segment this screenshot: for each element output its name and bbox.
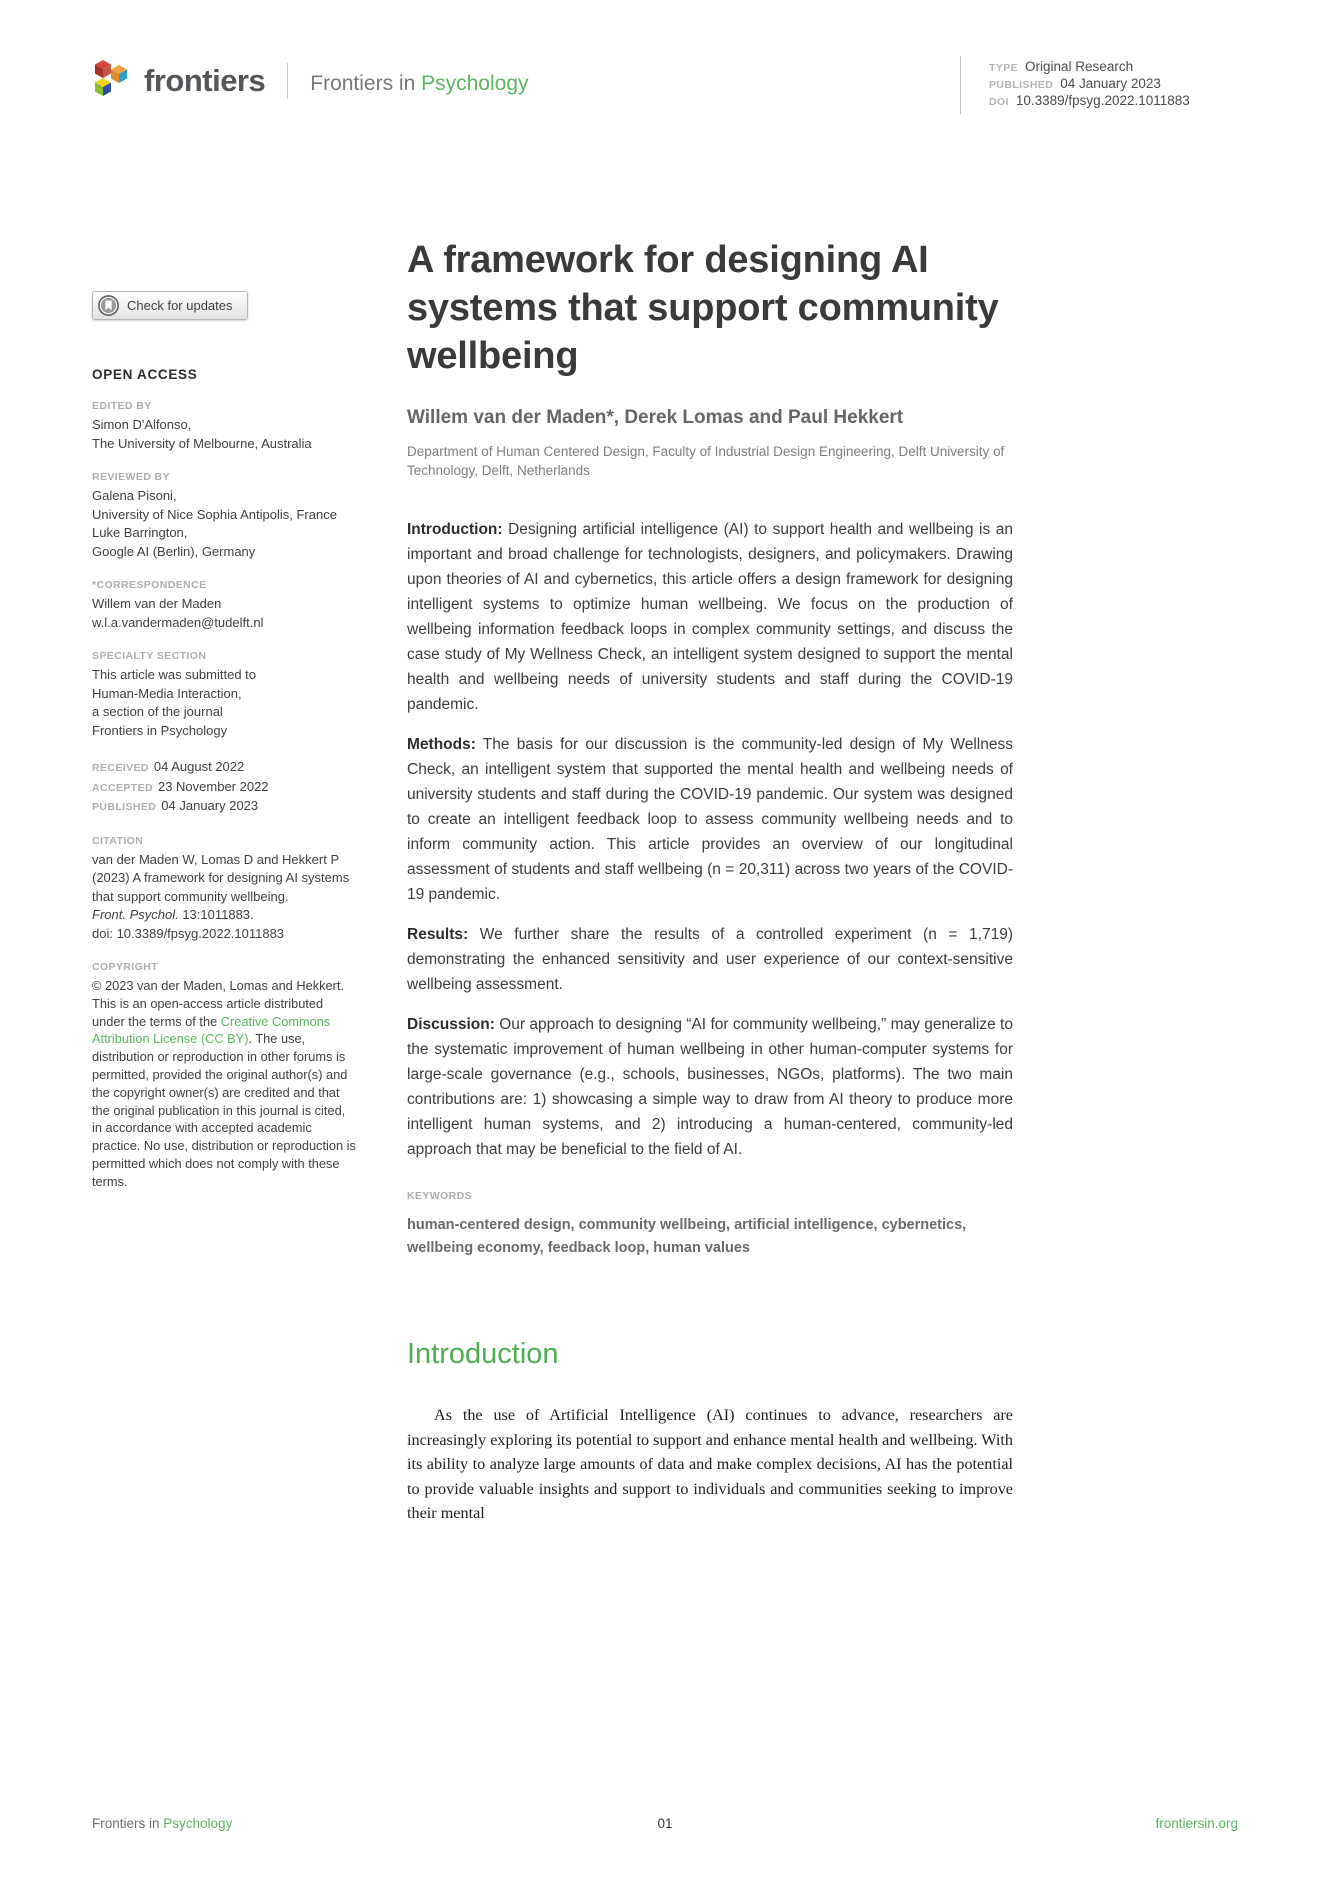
abstract-introduction — [407, 517, 1013, 717]
correspondence-name: Willem van der Maden — [92, 596, 222, 611]
introduction-paragraph: As the use of Artificial Intelligence (AI) continues to advance, researchers are increasingly exploring its potential to support and enhance mental health and wellbeing. With its ability to analyze large amounts of data and make complex decisions, AI has the potential to provide valuable insights and support to individuals and communities seeking to improve their mental — [407, 1406, 1013, 1522]
specialty-line: Human-Media Interaction, — [92, 685, 242, 701]
meta-doi-label: DOI — [989, 96, 1009, 108]
correspondence-label: *CORRESPONDENCE — [92, 579, 207, 591]
edited-by-label: EDITED BY — [92, 400, 152, 412]
citation-journal: Front. Psychol. — [92, 907, 179, 922]
specialty-section-label: SPECIALTY SECTION — [92, 650, 207, 662]
abstract-results-label: Results: — [407, 926, 469, 943]
introduction-heading: Introduction — [407, 1338, 559, 1370]
open-access-badge: OPEN ACCESS — [92, 367, 198, 382]
abstract-introduction-text: Designing artificial intelligence (AI) to support health and wellbeing is an important and broad challenge for technologists, designers, and policymakers. Drawing upon theories of AI and cybernetics, this article offers a design framework for designing intelligent systems to optimize human wellbeing. We focus on the production of wellbeing information feedback loops in complex community settings, and discuss the case study of My Wellness Check, an intelligent system designed to support the mental health and wellbeing needs of university students and staff during the COVID-19 pandemic. — [407, 521, 1013, 713]
cc-by-license-link[interactable]: Creative Commons Attribution License (CC BY) — [92, 1013, 331, 1047]
abstract-results — [407, 922, 1013, 997]
dates-block — [92, 758, 357, 817]
specialty-line: a section of the journal — [92, 704, 223, 719]
accepted-date: 23 November 2022 — [157, 778, 269, 794]
article-meta — [960, 56, 1242, 114]
frontiers-logo-icon — [92, 56, 132, 105]
reviewer-affiliation: Google AI (Berlin), Germany — [92, 543, 256, 559]
frontiersin-org-link[interactable]: frontiersin.org — [1155, 1816, 1238, 1831]
copyright-pre: © 2023 van der Maden, Lomas and Hekkert. This is an open-access article distributed under the terms of the — [92, 978, 345, 1029]
meta-type-row — [989, 59, 1242, 74]
citation-doi: doi: 10.3389/fpsyg.2022.1011883 — [92, 925, 285, 941]
reviewed-by-block — [92, 471, 357, 561]
check-updates-bookmark-icon — [98, 295, 119, 316]
meta-type-value: Original Research — [1025, 59, 1134, 74]
journal-title — [310, 65, 528, 96]
abstract-discussion — [407, 1012, 1013, 1162]
reviewer-name: Galena Pisoni, — [92, 488, 177, 503]
abstract-discussion-text: Our approach to designing “AI for community wellbeing,” may generalize to the systematic improvement of human wellbeing in other human-computer systems for large-scale governance (e.g., schools, businesses, NGOs, platforms). The two main contributions are: 1) showcasing a simple way to draw from AI theory to produce more intelligent human systems, and 2) introducing a human-centered, community-led approach that may be beneficial to the field of AI. — [407, 1016, 1013, 1158]
journal-name: Psychology — [421, 72, 529, 95]
copyright-text — [92, 977, 357, 1191]
copyright-block — [92, 961, 357, 1191]
journal-prefix: Frontiers in — [310, 72, 422, 95]
published-date: 04 January 2023 — [161, 798, 259, 813]
specialty-line: This article was submitted to — [92, 667, 257, 682]
page-header — [92, 56, 1242, 114]
keywords-label: KEYWORDS — [407, 1190, 473, 1202]
citation-block — [92, 835, 357, 944]
citation-label: CITATION — [92, 834, 144, 847]
abstract-discussion-label: Discussion: — [407, 1016, 495, 1033]
copyright-label: COPYRIGHT — [92, 961, 159, 973]
copyright-post: . The use, distribution or reproduction in other forums is permitted, provided the original author(s) and the copyright owner(s) are credited and that the original publication in this journal is cited, in accordance with accepted academic practice. No use, distribution or reproduction is permitted which does not comply with these terms. — [92, 1031, 356, 1189]
citation-volume: 13:1011883. — [178, 907, 254, 922]
footer-journal-name: Psychology — [163, 1816, 233, 1831]
edited-by-affiliation: The University of Melbourne, Australia — [92, 435, 312, 451]
accepted-label: ACCEPTED — [92, 781, 153, 794]
published-row — [92, 797, 357, 817]
meta-published-row — [989, 76, 1242, 91]
footer-journal — [92, 1816, 474, 1831]
reviewed-by-label: REVIEWED BY — [92, 471, 170, 483]
abstract-methods — [407, 732, 1013, 907]
abstract-results-text: We further share the results of a controlled experiment (n = 1,719) demonstrating the enhanced sensitivity and user experience of our context-sensitive wellbeing assessment. — [407, 926, 1013, 993]
specialty-line: Frontiers in Psychology — [92, 722, 228, 738]
article-affiliation: Department of Human Centered Design, Faculty of Industrial Design Engineering, Delft University of Technology, Delft, Netherlands — [407, 444, 1005, 478]
correspondence-block — [92, 579, 357, 632]
article-authors: Willem van der Maden*, Derek Lomas and Paul Hekkert — [407, 407, 904, 428]
meta-doi-value: 10.3389/fpsyg.2022.1011883 — [1015, 93, 1190, 108]
abstract-methods-label: Methods: — [407, 736, 476, 753]
frontiers-logo-text: frontiers — [144, 62, 266, 98]
accepted-row — [92, 778, 357, 798]
frontiers-brand — [92, 56, 529, 105]
citation-text: van der Maden W, Lomas D and Hekkert P (2023) A framework for designing AI systems that support community wellbeing. — [92, 851, 350, 904]
meta-published-value: 04 January 2023 — [1060, 76, 1161, 91]
received-date: 04 August 2022 — [153, 759, 245, 774]
brand-divider — [287, 63, 288, 99]
reviewer-name: Luke Barrington, — [92, 525, 188, 540]
footer-page-number: 01 — [657, 1816, 673, 1831]
edited-by-block — [92, 400, 357, 453]
reviewer-affiliation: University of Nice Sophia Antipolis, France — [92, 506, 337, 522]
received-label: RECEIVED — [92, 762, 149, 774]
footer-journal-prefix: Frontiers in — [92, 1816, 164, 1831]
keywords-text: human-centered design, community wellbeing, artificial intelligence, cybernetics, wellbeing economy, feedback loop, human values — [407, 1217, 967, 1256]
correspondence-email-link[interactable]: w.l.a.vandermaden@tudelft.nl — [92, 614, 264, 630]
abstract-introduction-label: Introduction: — [407, 521, 503, 538]
received-row — [92, 758, 357, 778]
check-for-updates-button[interactable] — [92, 291, 248, 320]
article-title: A framework for designing AI systems that support community wellbeing — [407, 239, 999, 377]
sidebar — [92, 291, 357, 1191]
edited-by-name: Simon D'Alfonso, — [92, 417, 192, 432]
specialty-section-block — [92, 650, 357, 740]
meta-type-label: TYPE — [989, 62, 1019, 74]
citation-journal-line — [92, 906, 357, 925]
check-updates-label: Check for updates — [127, 298, 233, 313]
meta-doi-row — [989, 93, 1242, 108]
abstract — [407, 517, 1013, 1162]
meta-published-label: PUBLISHED — [989, 79, 1054, 91]
abstract-methods-text: The basis for our discussion is the community-led design of My Wellness Check, an intelligent system that supported the mental health and wellbeing needs of university students and staff during the COVID-19 pandemic. Our system was designed to create an intelligent feedback loop to assess community wellbeing needs and to inform community action. This article provides an overview of our longitudinal assessment of students and staff wellbeing (n = 20,311) across two years of the COVID-19 pandemic. — [407, 736, 1013, 903]
published-label: PUBLISHED — [92, 801, 157, 813]
footer-site-link — [856, 1816, 1238, 1831]
page-footer — [92, 1816, 1238, 1831]
article-main — [407, 236, 1013, 1526]
